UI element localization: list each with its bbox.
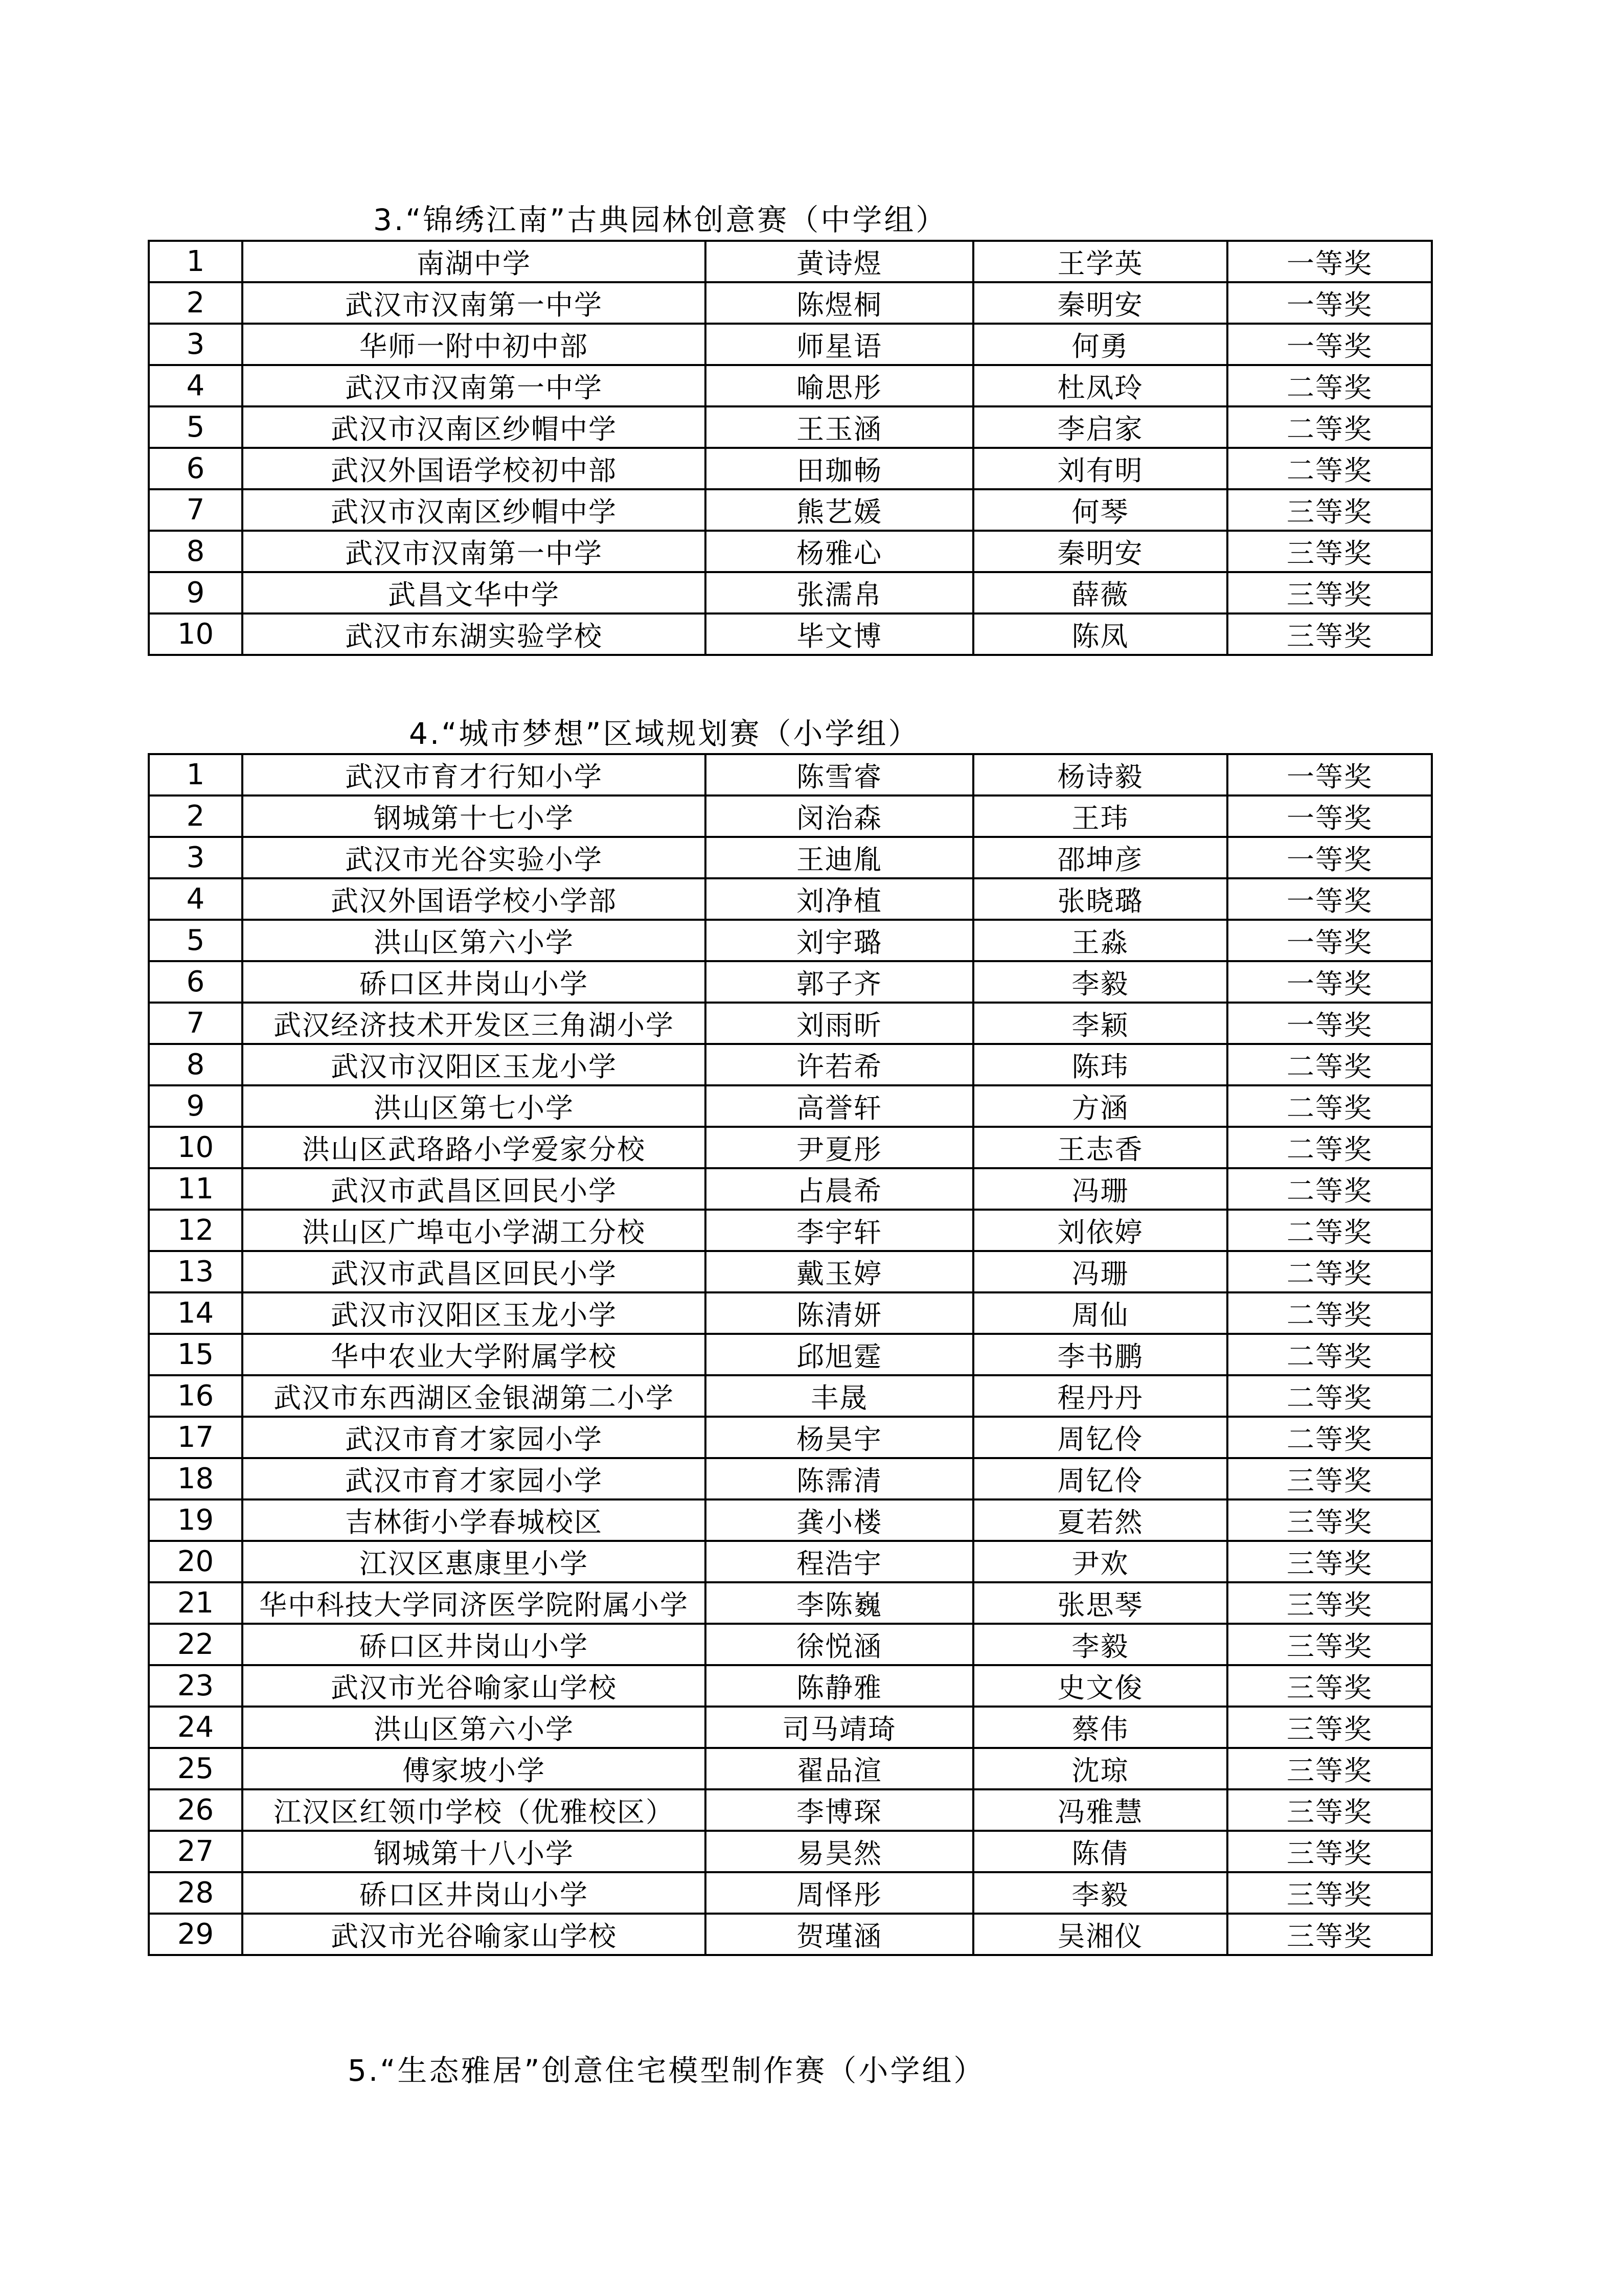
row-number-cell: 18: [149, 1458, 242, 1499]
student-name-cell: 毕文博: [705, 613, 973, 655]
school-name-cell: 武汉市汉南区纱帽中学: [242, 489, 705, 531]
table-row: [149, 1872, 1432, 1914]
award-level-cell: 一等奖: [1227, 920, 1432, 961]
table-row: [149, 878, 1432, 920]
table-row: [149, 1292, 1432, 1334]
teacher-name-cell: 薛薇: [973, 572, 1227, 613]
award-level-cell: 二等奖: [1227, 1168, 1432, 1210]
award-level-cell: 一等奖: [1227, 961, 1432, 1003]
school-name-cell: 硚口区井岗山小学: [242, 1872, 705, 1914]
student-name-cell: 刘净植: [705, 878, 973, 920]
award-level-cell: 二等奖: [1227, 1292, 1432, 1334]
table-row: [149, 920, 1432, 961]
teacher-name-cell: 吴湘仪: [973, 1914, 1227, 1955]
award-level-cell: 一等奖: [1227, 324, 1432, 365]
student-name-cell: 高誉轩: [705, 1085, 973, 1127]
teacher-name-cell: 夏若然: [973, 1499, 1227, 1541]
student-name-cell: 师星语: [705, 324, 973, 365]
table-row: [149, 961, 1432, 1003]
school-name-cell: 武汉市育才家园小学: [242, 1417, 705, 1458]
teacher-name-cell: 杨诗毅: [973, 754, 1227, 795]
teacher-name-cell: 李毅: [973, 961, 1227, 1003]
school-name-cell: 武汉市武昌区回民小学: [242, 1168, 705, 1210]
row-number-cell: 8: [149, 1044, 242, 1085]
teacher-name-cell: 何勇: [973, 324, 1227, 365]
award-level-cell: 二等奖: [1227, 448, 1432, 489]
teacher-name-cell: 邵坤彦: [973, 837, 1227, 878]
table-row: [149, 282, 1432, 324]
table-row: [149, 1085, 1432, 1127]
school-name-cell: 武汉市汉南第一中学: [242, 282, 705, 324]
award-level-cell: 三等奖: [1227, 572, 1432, 613]
teacher-name-cell: 冯珊: [973, 1251, 1227, 1292]
award-level-cell: 二等奖: [1227, 406, 1432, 448]
student-name-cell: 翟品渲: [705, 1748, 973, 1789]
award-level-cell: 二等奖: [1227, 1334, 1432, 1375]
school-name-cell: 华中农业大学附属学校: [242, 1334, 705, 1375]
student-name-cell: 李博琛: [705, 1789, 973, 1831]
student-name-cell: 李陈巍: [705, 1582, 973, 1624]
award-level-cell: 二等奖: [1227, 1375, 1432, 1417]
student-name-cell: 丰晟: [705, 1375, 973, 1417]
student-name-cell: 黄诗煜: [705, 241, 973, 282]
table-row: [149, 1914, 1432, 1955]
row-number-cell: 15: [149, 1334, 242, 1375]
row-number-cell: 13: [149, 1251, 242, 1292]
award-level-cell: 三等奖: [1227, 1582, 1432, 1624]
award-level-cell: 二等奖: [1227, 1251, 1432, 1292]
teacher-name-cell: 陈凤: [973, 613, 1227, 655]
table-row: [149, 1251, 1432, 1292]
teacher-name-cell: 张思琴: [973, 1582, 1227, 1624]
student-name-cell: 占晨希: [705, 1168, 973, 1210]
teacher-name-cell: 何琴: [973, 489, 1227, 531]
student-name-cell: 杨雅心: [705, 531, 973, 572]
table-row: [149, 1127, 1432, 1168]
row-number-cell: 25: [149, 1748, 242, 1789]
school-name-cell: 南湖中学: [242, 241, 705, 282]
table-row: [149, 572, 1432, 613]
student-name-cell: 喻思彤: [705, 365, 973, 406]
school-name-cell: 洪山区武珞路小学爱家分校: [242, 1127, 705, 1168]
row-number-cell: 19: [149, 1499, 242, 1541]
row-number-cell: 10: [149, 613, 242, 655]
school-name-cell: 武汉市光谷喻家山学校: [242, 1665, 705, 1707]
school-name-cell: 钢城第十八小学: [242, 1831, 705, 1872]
table-row: [149, 1375, 1432, 1417]
table-row: [149, 1044, 1432, 1085]
school-name-cell: 武汉市汉南第一中学: [242, 365, 705, 406]
school-name-cell: 武昌文华中学: [242, 572, 705, 613]
student-name-cell: 司马靖琦: [705, 1707, 973, 1748]
teacher-name-cell: 李毅: [973, 1872, 1227, 1914]
school-name-cell: 武汉市汉阳区玉龙小学: [242, 1292, 705, 1334]
row-number-cell: 28: [149, 1872, 242, 1914]
school-name-cell: 洪山区广埠屯小学湖工分校: [242, 1210, 705, 1251]
teacher-name-cell: 周钇伶: [973, 1458, 1227, 1499]
school-name-cell: 吉林街小学春城校区: [242, 1499, 705, 1541]
row-number-cell: 22: [149, 1624, 242, 1665]
results-table-garden-contest: [148, 240, 1433, 656]
student-name-cell: 陈煜桐: [705, 282, 973, 324]
teacher-name-cell: 周钇伶: [973, 1417, 1227, 1458]
table-row: [149, 1417, 1432, 1458]
table-row: [149, 1168, 1432, 1210]
row-number-cell: 2: [149, 282, 242, 324]
student-name-cell: 龚小楼: [705, 1499, 973, 1541]
award-level-cell: 三等奖: [1227, 613, 1432, 655]
teacher-name-cell: 秦明安: [973, 531, 1227, 572]
award-level-cell: 三等奖: [1227, 1665, 1432, 1707]
table-row: [149, 1665, 1432, 1707]
table-row: [149, 754, 1432, 795]
section-title-garden-contest: 3.“锦绣江南”古典园林创意赛（中学组）: [373, 202, 948, 237]
row-number-cell: 1: [149, 754, 242, 795]
table-row: [149, 1541, 1432, 1582]
award-level-cell: 三等奖: [1227, 1914, 1432, 1955]
student-name-cell: 闵治森: [705, 795, 973, 837]
row-number-cell: 1: [149, 241, 242, 282]
teacher-name-cell: 沈琼: [973, 1748, 1227, 1789]
table-row: [149, 1748, 1432, 1789]
school-name-cell: 江汉区惠康里小学: [242, 1541, 705, 1582]
award-level-cell: 三等奖: [1227, 1541, 1432, 1582]
table-row: [149, 365, 1432, 406]
teacher-name-cell: 王玮: [973, 795, 1227, 837]
student-name-cell: 许若希: [705, 1044, 973, 1085]
row-number-cell: 4: [149, 878, 242, 920]
row-number-cell: 5: [149, 406, 242, 448]
school-name-cell: 洪山区第六小学: [242, 920, 705, 961]
section-title-eco-housing-contest: 5.“生态雅居”创意住宅模型制作赛（小学组）: [348, 2053, 986, 2088]
table-row: [149, 613, 1432, 655]
table-row: [149, 489, 1432, 531]
teacher-name-cell: 史文俊: [973, 1665, 1227, 1707]
table-row: [149, 1789, 1432, 1831]
table-row: [149, 1003, 1432, 1044]
school-name-cell: 武汉市光谷实验小学: [242, 837, 705, 878]
school-name-cell: 武汉市汉阳区玉龙小学: [242, 1044, 705, 1085]
row-number-cell: 8: [149, 531, 242, 572]
school-name-cell: 武汉市光谷喻家山学校: [242, 1914, 705, 1955]
school-name-cell: 武汉市东湖实验学校: [242, 613, 705, 655]
student-name-cell: 周怿彤: [705, 1872, 973, 1914]
table-row: [149, 795, 1432, 837]
teacher-name-cell: 周仙: [973, 1292, 1227, 1334]
student-name-cell: 陈静雅: [705, 1665, 973, 1707]
teacher-name-cell: 李书鹏: [973, 1334, 1227, 1375]
teacher-name-cell: 陈玮: [973, 1044, 1227, 1085]
award-level-cell: 二等奖: [1227, 1044, 1432, 1085]
teacher-name-cell: 李毅: [973, 1624, 1227, 1665]
student-name-cell: 陈清妍: [705, 1292, 973, 1334]
school-name-cell: 硚口区井岗山小学: [242, 1624, 705, 1665]
table-row: [149, 1499, 1432, 1541]
school-name-cell: 武汉市育才家园小学: [242, 1458, 705, 1499]
student-name-cell: 熊艺媛: [705, 489, 973, 531]
row-number-cell: 3: [149, 837, 242, 878]
row-number-cell: 20: [149, 1541, 242, 1582]
teacher-name-cell: 王志香: [973, 1127, 1227, 1168]
teacher-name-cell: 刘依婷: [973, 1210, 1227, 1251]
award-level-cell: 三等奖: [1227, 1789, 1432, 1831]
school-name-cell: 江汉区红领巾学校（优雅校区）: [242, 1789, 705, 1831]
award-level-cell: 三等奖: [1227, 1707, 1432, 1748]
teacher-name-cell: 冯雅慧: [973, 1789, 1227, 1831]
school-name-cell: 洪山区第七小学: [242, 1085, 705, 1127]
student-name-cell: 王玉涵: [705, 406, 973, 448]
table-row: [149, 1458, 1432, 1499]
row-number-cell: 6: [149, 961, 242, 1003]
row-number-cell: 23: [149, 1665, 242, 1707]
table-row: [149, 448, 1432, 489]
award-level-cell: 二等奖: [1227, 1127, 1432, 1168]
award-level-cell: 一等奖: [1227, 241, 1432, 282]
row-number-cell: 11: [149, 1168, 242, 1210]
student-name-cell: 尹夏彤: [705, 1127, 973, 1168]
school-name-cell: 华师一附中初中部: [242, 324, 705, 365]
teacher-name-cell: 李颖: [973, 1003, 1227, 1044]
row-number-cell: 12: [149, 1210, 242, 1251]
student-name-cell: 郭子齐: [705, 961, 973, 1003]
row-number-cell: 14: [149, 1292, 242, 1334]
award-level-cell: 三等奖: [1227, 1748, 1432, 1789]
student-name-cell: 刘宇璐: [705, 920, 973, 961]
row-number-cell: 29: [149, 1914, 242, 1955]
table-row: [149, 324, 1432, 365]
teacher-name-cell: 杜凤玲: [973, 365, 1227, 406]
award-level-cell: 二等奖: [1227, 365, 1432, 406]
student-name-cell: 刘雨昕: [705, 1003, 973, 1044]
student-name-cell: 李宇轩: [705, 1210, 973, 1251]
student-name-cell: 王迪胤: [705, 837, 973, 878]
award-level-cell: 三等奖: [1227, 1458, 1432, 1499]
table-row: [149, 1582, 1432, 1624]
row-number-cell: 17: [149, 1417, 242, 1458]
teacher-name-cell: 刘有明: [973, 448, 1227, 489]
student-name-cell: 程浩宇: [705, 1541, 973, 1582]
student-name-cell: 戴玉婷: [705, 1251, 973, 1292]
table-row: [149, 531, 1432, 572]
teacher-name-cell: 程丹丹: [973, 1375, 1227, 1417]
school-name-cell: 武汉市武昌区回民小学: [242, 1251, 705, 1292]
school-name-cell: 武汉市东西湖区金银湖第二小学: [242, 1375, 705, 1417]
teacher-name-cell: 秦明安: [973, 282, 1227, 324]
student-name-cell: 陈霈清: [705, 1458, 973, 1499]
teacher-name-cell: 张晓璐: [973, 878, 1227, 920]
table-row: [149, 1624, 1432, 1665]
row-number-cell: 27: [149, 1831, 242, 1872]
award-level-cell: 三等奖: [1227, 1624, 1432, 1665]
row-number-cell: 21: [149, 1582, 242, 1624]
row-number-cell: 2: [149, 795, 242, 837]
student-name-cell: 贺瑾涵: [705, 1914, 973, 1955]
table-row: [149, 1334, 1432, 1375]
table-row: [149, 837, 1432, 878]
award-level-cell: 一等奖: [1227, 837, 1432, 878]
table-row: [149, 406, 1432, 448]
award-level-cell: 一等奖: [1227, 878, 1432, 920]
award-level-cell: 二等奖: [1227, 1085, 1432, 1127]
student-name-cell: 张濡帛: [705, 572, 973, 613]
school-name-cell: 傅家坡小学: [242, 1748, 705, 1789]
school-name-cell: 武汉市汉南区纱帽中学: [242, 406, 705, 448]
row-number-cell: 9: [149, 572, 242, 613]
school-name-cell: 华中科技大学同济医学院附属小学: [242, 1582, 705, 1624]
table-row: [149, 1210, 1432, 1251]
teacher-name-cell: 王学英: [973, 241, 1227, 282]
row-number-cell: 7: [149, 1003, 242, 1044]
table-row: [149, 241, 1432, 282]
row-number-cell: 5: [149, 920, 242, 961]
school-name-cell: 武汉外国语学校小学部: [242, 878, 705, 920]
teacher-name-cell: 陈倩: [973, 1831, 1227, 1872]
table-row: [149, 1831, 1432, 1872]
row-number-cell: 26: [149, 1789, 242, 1831]
student-name-cell: 邱旭霆: [705, 1334, 973, 1375]
section-title-city-dream-contest: 4.“城市梦想”区域规划赛（小学组）: [409, 716, 920, 751]
award-level-cell: 一等奖: [1227, 754, 1432, 795]
award-level-cell: 二等奖: [1227, 1210, 1432, 1251]
award-level-cell: 一等奖: [1227, 282, 1432, 324]
student-name-cell: 徐悦涵: [705, 1624, 973, 1665]
school-name-cell: 硚口区井岗山小学: [242, 961, 705, 1003]
results-table-city-dream-contest: [148, 753, 1433, 1956]
teacher-name-cell: 李启家: [973, 406, 1227, 448]
award-level-cell: 一等奖: [1227, 795, 1432, 837]
row-number-cell: 16: [149, 1375, 242, 1417]
row-number-cell: 4: [149, 365, 242, 406]
award-level-cell: 三等奖: [1227, 531, 1432, 572]
award-level-cell: 三等奖: [1227, 1872, 1432, 1914]
school-name-cell: 武汉市汉南第一中学: [242, 531, 705, 572]
school-name-cell: 武汉外国语学校初中部: [242, 448, 705, 489]
student-name-cell: 田珈畅: [705, 448, 973, 489]
school-name-cell: 钢城第十七小学: [242, 795, 705, 837]
student-name-cell: 易昊然: [705, 1831, 973, 1872]
row-number-cell: 10: [149, 1127, 242, 1168]
teacher-name-cell: 冯珊: [973, 1168, 1227, 1210]
award-level-cell: 二等奖: [1227, 1417, 1432, 1458]
student-name-cell: 陈雪睿: [705, 754, 973, 795]
teacher-name-cell: 方涵: [973, 1085, 1227, 1127]
award-level-cell: 三等奖: [1227, 1831, 1432, 1872]
teacher-name-cell: 王淼: [973, 920, 1227, 961]
table-row: [149, 1707, 1432, 1748]
school-name-cell: 武汉市育才行知小学: [242, 754, 705, 795]
row-number-cell: 3: [149, 324, 242, 365]
row-number-cell: 24: [149, 1707, 242, 1748]
teacher-name-cell: 尹欢: [973, 1541, 1227, 1582]
award-level-cell: 三等奖: [1227, 1499, 1432, 1541]
teacher-name-cell: 蔡伟: [973, 1707, 1227, 1748]
row-number-cell: 6: [149, 448, 242, 489]
award-level-cell: 三等奖: [1227, 489, 1432, 531]
row-number-cell: 7: [149, 489, 242, 531]
school-name-cell: 武汉经济技术开发区三角湖小学: [242, 1003, 705, 1044]
award-level-cell: 一等奖: [1227, 1003, 1432, 1044]
row-number-cell: 9: [149, 1085, 242, 1127]
student-name-cell: 杨昊宇: [705, 1417, 973, 1458]
school-name-cell: 洪山区第六小学: [242, 1707, 705, 1748]
